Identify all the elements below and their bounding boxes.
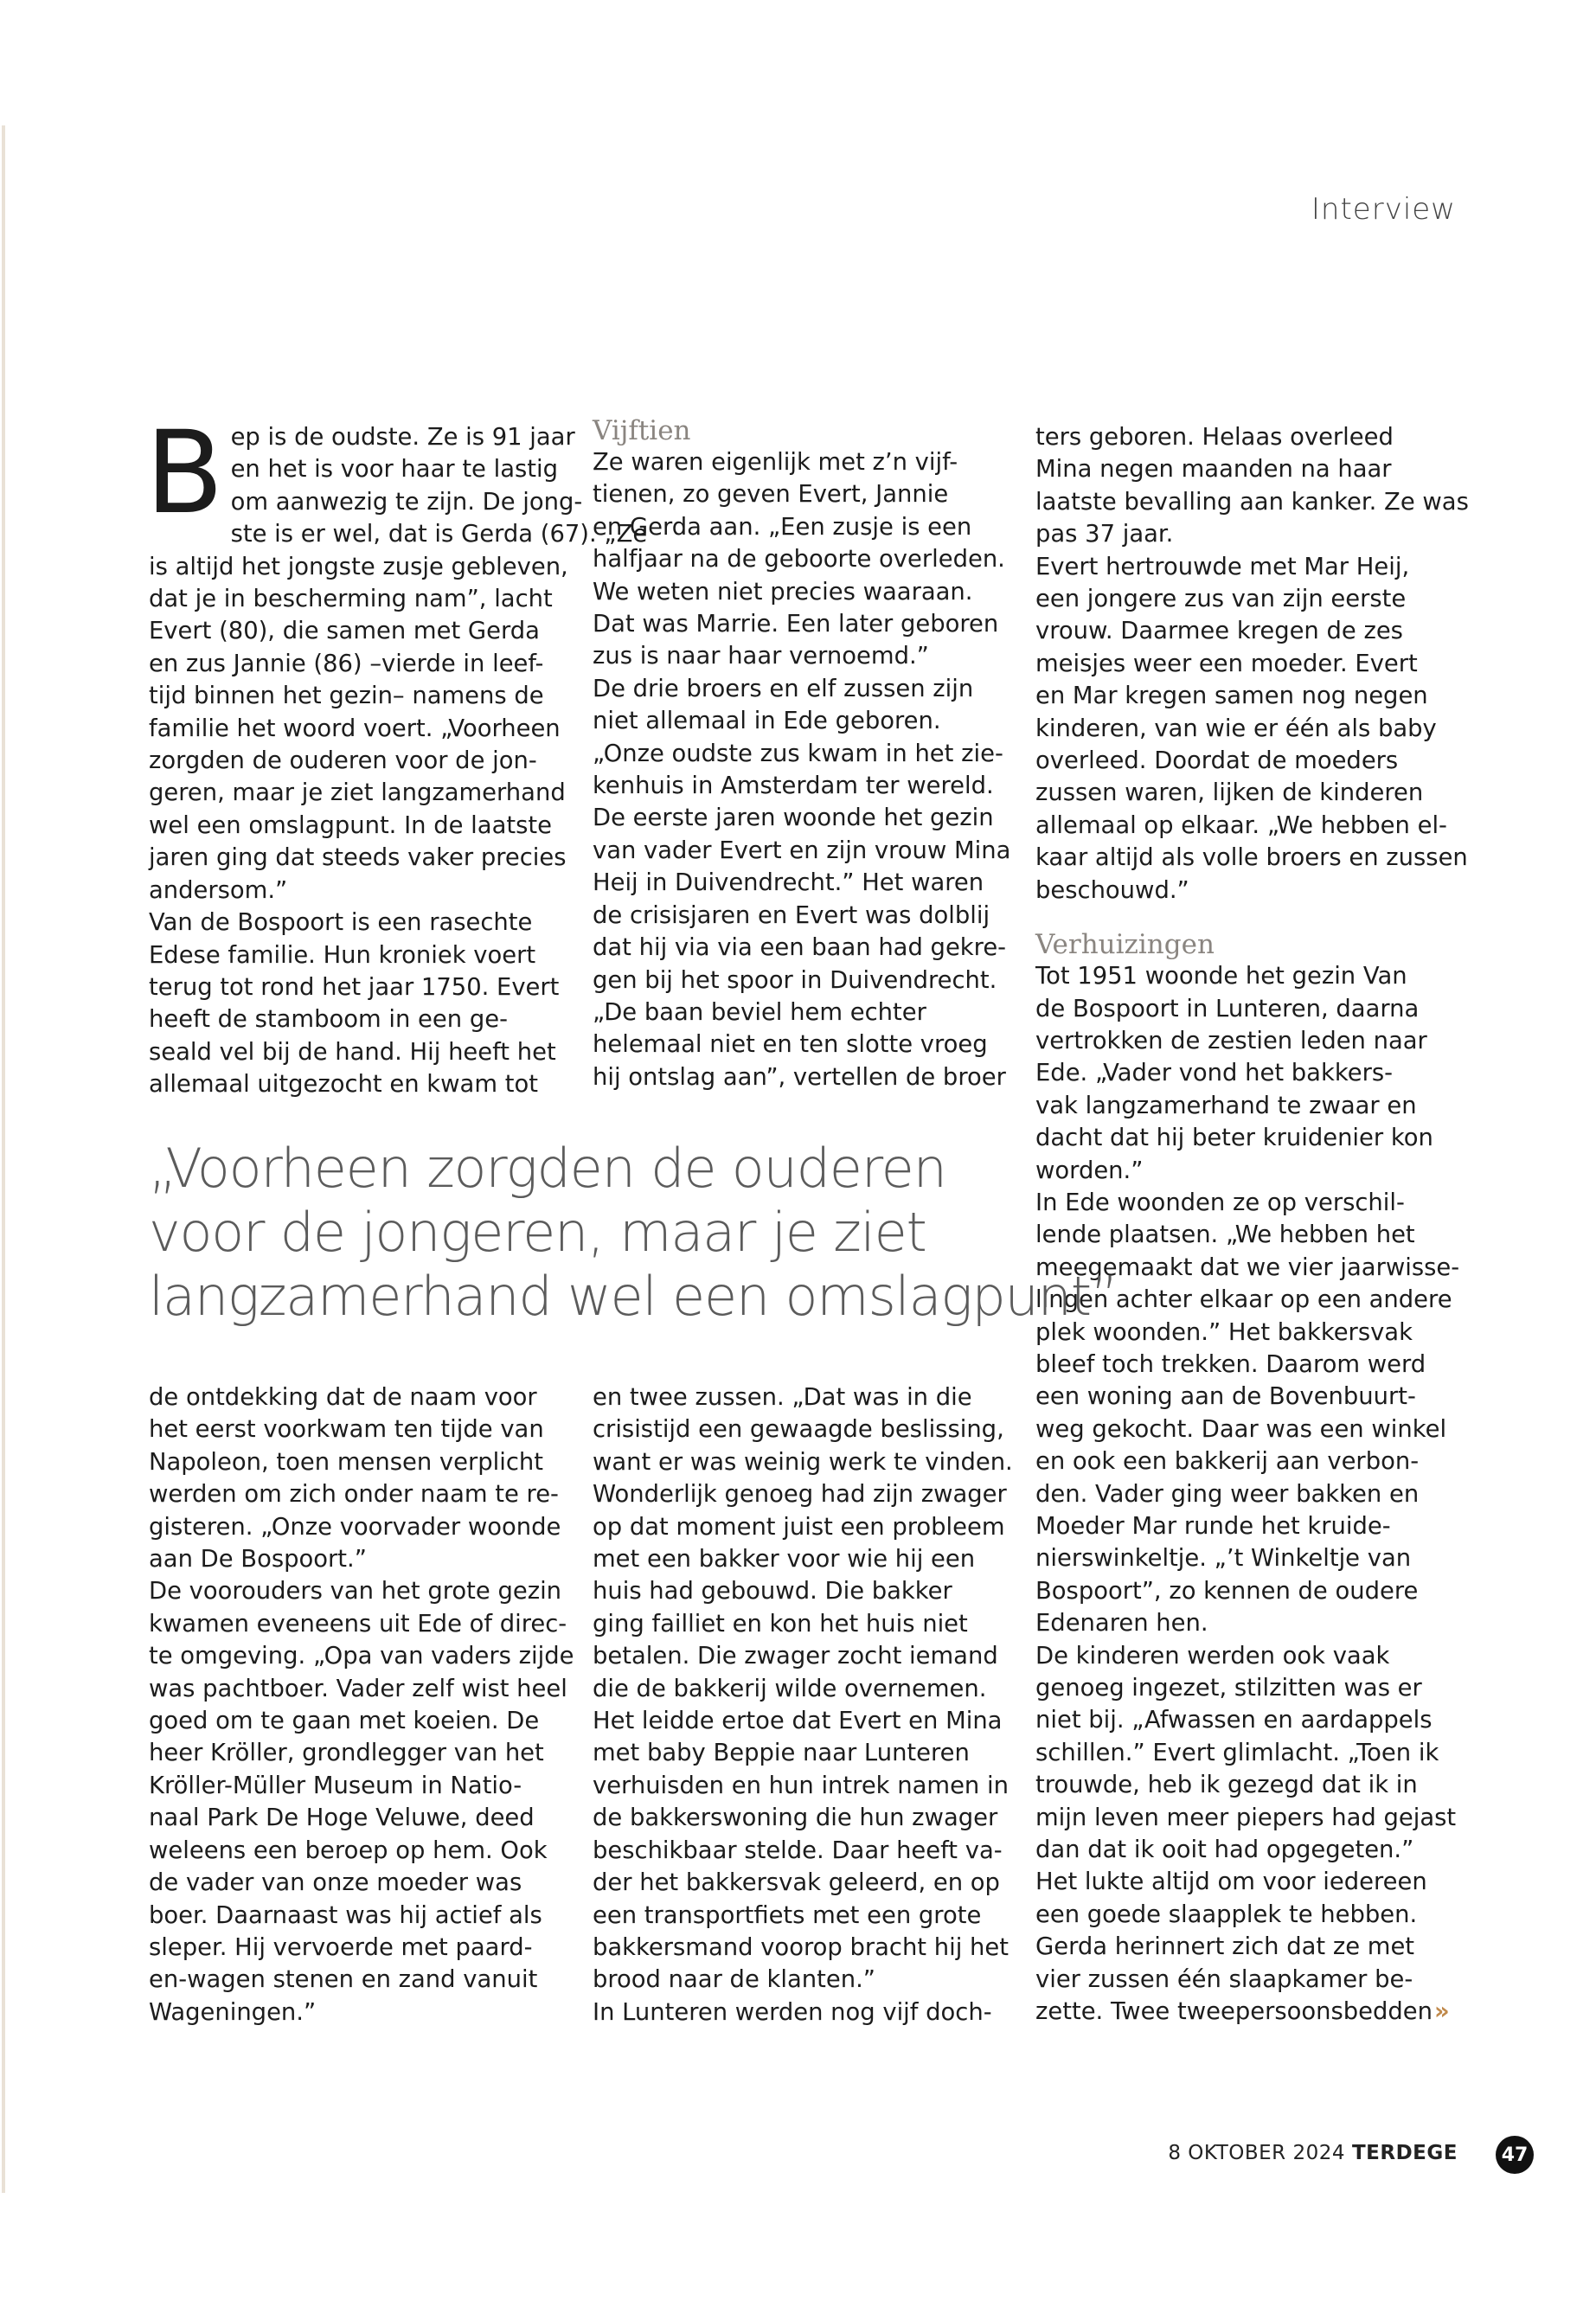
- text-line: gen bij het spoor in Duivendrecht.: [593, 966, 997, 994]
- text-line: een transportfiets met een grote: [593, 1901, 982, 1929]
- text-line: kaar altijd als volle broers en zussen: [1035, 844, 1468, 872]
- text-line: en het is voor haar te lastig: [230, 456, 559, 484]
- text-line: en Gerda aan. „Een zusje is een: [593, 513, 972, 541]
- text-line: Gerda herinnert zich dat ze met: [1035, 1933, 1415, 1961]
- text-line: mijn leven meer piepers had gejast: [1035, 1804, 1457, 1831]
- text-line: dat hij via via een baan had gekre-: [593, 934, 1007, 962]
- drop-cap: B: [145, 407, 224, 540]
- text-line: van vader Evert en zijn vrouw Mina: [593, 836, 1011, 864]
- text-line: bakkersmand voorop bracht hij het: [593, 1933, 1009, 1961]
- text-line: De voorouders van het grote gezin: [149, 1578, 562, 1606]
- text-line: hij ontslag aan”, vertellen de broer: [593, 1063, 1006, 1091]
- text-line: geren, maar je ziet langzamerhand: [149, 779, 566, 807]
- magazine-name: TERDEGE: [1351, 2142, 1458, 2164]
- text-line: gisteren. „Onze voorvader woonde: [149, 1513, 561, 1541]
- text-line: een goede slaapplek te hebben.: [1035, 1900, 1418, 1928]
- text-line: tienen, zo geven Evert, Jannie: [593, 481, 949, 509]
- text-line: jaren ging dat steeds vaker precies: [149, 844, 567, 872]
- text-line: „Voorheen zorgden de ouderen: [149, 1137, 946, 1200]
- article-column-1-bottom: [149, 1381, 574, 2029]
- text-line: worden.”: [1035, 1157, 1144, 1184]
- article-column-3-top: [1035, 421, 1469, 2029]
- text-line: de bakkerswoning die hun zwager: [593, 1804, 998, 1832]
- text-line: om aanwezig te zijn. De jong-: [230, 488, 583, 516]
- text-line: huis had gebouwd. Die bakker: [593, 1578, 952, 1606]
- text-line: Ze waren eigenlijk met z’n vijf-: [593, 449, 958, 476]
- text-line: voor de jongeren, maar je ziet: [149, 1201, 926, 1264]
- text-line: beschouwd.”: [1035, 876, 1189, 904]
- text-line: „Onze oudste zus kwam in het zie-: [593, 740, 1003, 767]
- page-gutter-line: [2, 125, 5, 2193]
- text-line: niet allemaal in Ede geboren.: [593, 708, 941, 735]
- text-line: Het leidde ertoe dat Evert en Mina: [593, 1708, 1003, 1735]
- column-text: [593, 446, 1011, 1093]
- text-line: en Mar kregen samen nog negen: [1035, 683, 1428, 710]
- text-line: zus is naar haar vernoemd.”: [593, 643, 929, 670]
- text-line: Bospoort”, zo kennen de oudere: [1035, 1577, 1419, 1605]
- text-line: Edenaren hen.: [1035, 1610, 1208, 1638]
- text-line: sleper. Hij vervoerde met paard-: [149, 1933, 533, 1961]
- text-line: allemaal uitgezocht en kwam tot: [149, 1071, 538, 1099]
- text-line: laatste bevalling aan kanker. Ze was: [1035, 488, 1469, 516]
- text-line: kwamen eveneens uit Ede of direc-: [149, 1610, 567, 1638]
- text-line: Het lukte altijd om voor iedereen: [1035, 1868, 1427, 1896]
- text-line: trouwde, heb ik gezegd dat ik in: [1035, 1772, 1418, 1799]
- text-line: De kinderen werden ook vaak: [1035, 1642, 1390, 1670]
- text-line: allemaal op elkaar. „We hebben el-: [1035, 811, 1447, 839]
- text-line: vak langzamerhand te zwaar en: [1035, 1092, 1417, 1119]
- article-column-2-bottom: [593, 1381, 1013, 2029]
- text-line: wel een omslagpunt. In de laatste: [149, 811, 552, 839]
- text-line: Tot 1951 woonde het gezin Van: [1035, 963, 1407, 990]
- text-line: en ook een bakkerij aan verbon-: [1035, 1448, 1420, 1476]
- text-line: In Lunteren werden nog vijf doch-: [593, 1998, 992, 2026]
- text-line: tijd binnen het gezin– namens de: [149, 683, 544, 710]
- text-line: weg gekocht. Daar was een winkel: [1035, 1415, 1447, 1443]
- text-line: brood naar de klanten.”: [593, 1966, 875, 1994]
- page-number-badge: 47: [1496, 2136, 1534, 2174]
- column-text: [593, 1381, 1013, 2029]
- text-line: Edese familie. Hun kroniek voert: [149, 941, 536, 969]
- text-line: ste is er wel, dat is Gerda (67). „Ze: [230, 521, 648, 548]
- text-line: vertrokken de zestien leden naar: [1035, 1027, 1427, 1054]
- section-label: Interview: [1311, 192, 1456, 227]
- text-line: We weten niet precies waaraan.: [593, 578, 973, 606]
- text-line: ep is de oudste. Ze is 91 jaar: [230, 424, 575, 451]
- text-line: bleef toch trekken. Daarom werd: [1035, 1350, 1426, 1378]
- text-line: goed om te gaan met koeien. De: [149, 1708, 540, 1735]
- text-line: de crisisjaren en Evert was dolblij: [593, 901, 990, 929]
- text-line: Moeder Mar runde het kruide-: [1035, 1513, 1391, 1540]
- text-line: De drie broers en elf zussen zijn: [593, 675, 974, 702]
- text-line: is altijd het jongste zusje gebleven,: [149, 553, 568, 580]
- text-line: genoeg ingezet, stilzitten was er: [1035, 1675, 1422, 1702]
- text-line: dacht dat hij beter kruidenier kon: [1035, 1125, 1433, 1152]
- text-line: Mina negen maanden na haar: [1035, 456, 1392, 484]
- text-line: want er was weinig werk te vinden.: [593, 1448, 1013, 1476]
- text-line: der het bakkersvak geleerd, en op: [593, 1869, 1000, 1897]
- page-footer: [1168, 2142, 1458, 2164]
- text-line: den. Vader ging weer bakken en: [1035, 1480, 1420, 1508]
- text-line: vier zussen één slaapkamer be-: [1035, 1965, 1413, 1993]
- text-line: aan De Bospoort.”: [149, 1546, 367, 1574]
- issue-date: 8 OKTOBER 2024: [1168, 2142, 1345, 2164]
- text-line: beschikbaar stelde. Daar heeft va-: [593, 1836, 1003, 1864]
- text-line: pas 37 jaar.: [1035, 521, 1174, 548]
- text-line: heeft de stamboom in een ge-: [149, 1006, 508, 1034]
- text-line: Evert (80), die samen met Gerda: [149, 618, 540, 645]
- text-line: Ede. „Vader vond het bakkers-: [1035, 1060, 1393, 1087]
- subhead-verhuizingen: Verhuizingen: [1035, 929, 1215, 961]
- text-line: halfjaar na de geboorte overleden.: [593, 546, 1005, 574]
- text-line: andersom.”: [149, 876, 288, 904]
- text-line: en twee zussen. „Dat was in die: [593, 1384, 972, 1411]
- text-line: kinderen, van wie er één als baby: [1035, 715, 1437, 742]
- text-line: nierswinkeltje. „’t Winkeltje van: [1035, 1545, 1412, 1573]
- text-line: lende plaatsen. „We hebben het: [1035, 1221, 1415, 1249]
- text-line: zussen waren, lijken de kinderen: [1035, 779, 1424, 807]
- text-line: kenhuis in Amsterdam ter wereld.: [593, 772, 994, 800]
- text-line: overleed. Doordat de moeders: [1035, 747, 1399, 775]
- text-line: te omgeving. „Opa van vaders zijde: [149, 1643, 574, 1670]
- text-line: op dat moment juist een probleem: [593, 1513, 1005, 1541]
- text-line: en-wagen stenen en zand vanuit: [149, 1966, 538, 1994]
- article-column-2-top: [593, 413, 1011, 1093]
- text-line: ging failliet en kon het huis niet: [593, 1610, 968, 1638]
- text-line: meegemaakt dat we vier jaarwisse-: [1035, 1253, 1460, 1281]
- text-line: meisjes weer een moeder. Evert: [1035, 650, 1418, 677]
- text-line: werden om zich onder naam te re-: [149, 1481, 559, 1509]
- text-line: terug tot rond het jaar 1750. Evert: [149, 973, 560, 1001]
- column-text: [1035, 421, 1469, 907]
- subhead-vijftien: Vijftien: [593, 415, 691, 446]
- text-line: met baby Beppie naar Lunteren: [593, 1740, 970, 1767]
- text-line: naal Park De Hoge Veluwe, deed: [149, 1804, 535, 1832]
- text-line: een jongere zus van zijn eerste: [1035, 586, 1407, 613]
- column-text: [1035, 960, 1460, 2028]
- text-line: De eerste jaren woonde het gezin: [593, 804, 994, 832]
- text-line: vrouw. Daarmee kregen de zes: [1035, 618, 1403, 645]
- text-line: Heij in Duivendrecht.” Het waren: [593, 869, 984, 897]
- text-line: niet bij. „Afwassen en aardappels: [1035, 1707, 1433, 1734]
- text-line: de Bospoort in Lunteren, daarna: [1035, 995, 1420, 1022]
- text-line: weleens een beroep op hem. Ook: [149, 1836, 548, 1864]
- text-line: In Ede woonden ze op verschil-: [1035, 1189, 1405, 1216]
- text-line: betalen. Die zwager zocht iemand: [593, 1643, 998, 1670]
- column-text: [149, 1381, 574, 2029]
- text-line: de vader van onze moeder was: [149, 1869, 522, 1897]
- text-line: helemaal niet en ten slotte vroeg: [593, 1031, 988, 1059]
- text-line: heer Kröller, grondlegger van het: [149, 1740, 544, 1767]
- text-line: lingen achter elkaar op een andere: [1035, 1286, 1452, 1314]
- text-line: de ontdekking dat de naam voor: [149, 1384, 537, 1411]
- text-line: met een bakker voor wie hij een: [593, 1546, 976, 1574]
- text-line: plek woonden.” Het bakkersvak: [1035, 1318, 1413, 1346]
- text-line: die de bakkerij wilde overnemen.: [593, 1675, 987, 1702]
- text-line: Van de Bospoort is een rasechte: [149, 909, 533, 937]
- text-line: zette. Twee tweepersoonsbedden»: [1035, 1998, 1445, 2026]
- text-line: langzamerhand wel een omslagpunt”: [149, 1265, 1118, 1328]
- text-line: familie het woord voert. „Voorheen: [149, 715, 561, 742]
- text-line: dat je in bescherming nam”, lacht: [149, 586, 553, 613]
- text-line: schillen.” Evert glimlacht. „Toen ik: [1035, 1739, 1439, 1766]
- text-line: het eerst voorkwam ten tijde van: [149, 1416, 544, 1444]
- text-line: crisistijd een gewaagde beslissing,: [593, 1416, 1004, 1444]
- text-line: Evert hertrouwde met Mar Heij,: [1035, 553, 1410, 580]
- text-line: Napoleon, toen mensen verplicht: [149, 1448, 543, 1476]
- text-line: seald vel bij de hand. Hij heeft het: [149, 1038, 556, 1066]
- text-line: een woning aan de Bovenbuurt-: [1035, 1383, 1416, 1411]
- text-line: dan dat ik ooit had opgegeten.”: [1035, 1836, 1414, 1864]
- text-line: zorgden de ouderen voor de jon-: [149, 747, 537, 775]
- text-line: Dat was Marrie. Een later geboren: [593, 611, 999, 638]
- text-line: verhuisden en hun intrek namen in: [593, 1772, 1009, 1799]
- text-line: Kröller-Müller Museum in Natio-: [149, 1772, 522, 1799]
- text-line: was pachtboer. Vader zelf wist heel: [149, 1675, 567, 1702]
- text-line: ters geboren. Helaas overleed: [1035, 424, 1394, 451]
- text-line: boer. Daarnaast was hij actief als: [149, 1901, 542, 1929]
- text-line: Wageningen.”: [149, 1998, 317, 2026]
- text-line: Wonderlijk genoeg had zijn zwager: [593, 1481, 1007, 1509]
- continue-arrow-icon: »: [1433, 1998, 1445, 2026]
- text-line: „De baan beviel hem echter: [593, 998, 926, 1026]
- text-line: en zus Jannie (86) –vierde in leef-: [149, 650, 544, 677]
